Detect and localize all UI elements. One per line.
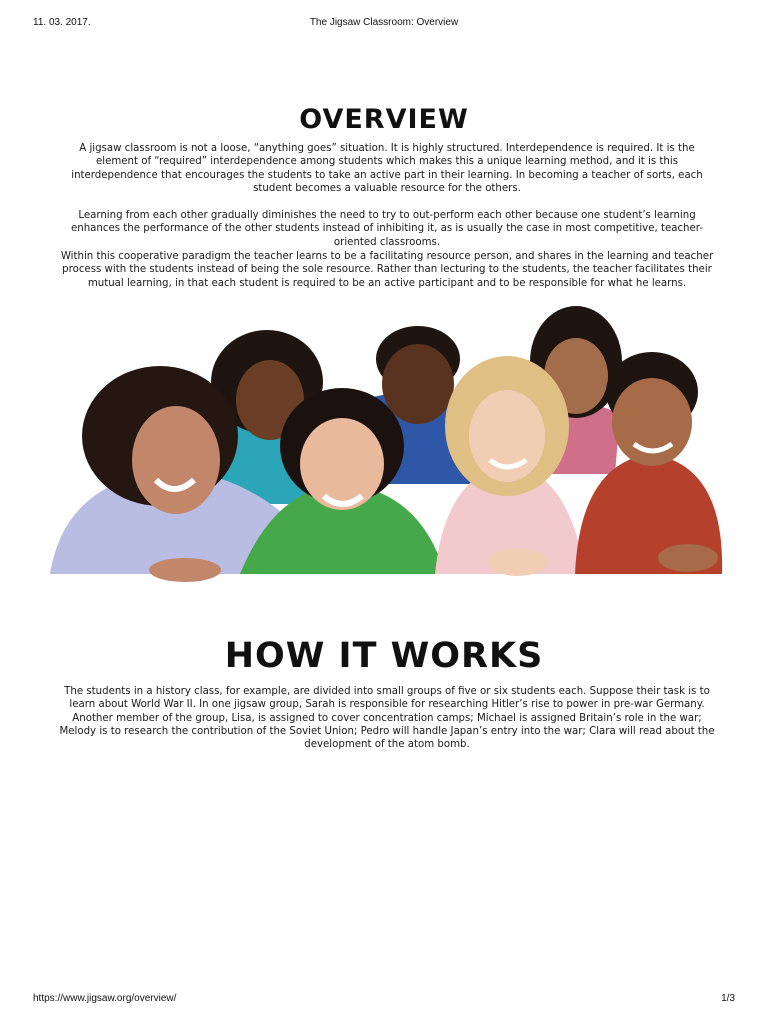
overview-heading: OVERVIEW xyxy=(299,104,469,135)
how-it-works-paragraph: The students in a history class, for example, are divided into small groups of five or six students each. Suppose their task is to learn about World War II. In one jigsaw group, Sarah is responsible for researching Hitler’s rise to power in pre-war Germany. Another member of the group, Lisa, is assigned to cover concentration camps; Michael is assigned Britain’s role in the war; Melody is to research the contribution of the Soviet Union; Pedro will handle Japan’s entry into the war; Clara will read about the development of the atom bomb. xyxy=(59,686,715,751)
page-url-link[interactable]: https://www.jigsaw.org/overview/ xyxy=(33,993,177,1004)
print-footer xyxy=(33,993,735,1007)
children-group-photo xyxy=(40,304,730,584)
overview-paragraph-2: Learning from each other gradually diminishes the need to try to out-perform each other because one student’s learning enhances the performance of the other students instead of inhibiting it, as is usually the case in most competitive, teacher-oriented classrooms. xyxy=(71,210,703,248)
overview-paragraph-3: Within this cooperative paradigm the teacher learns to be a facilitating resource person, and shares in the learning and teacher process with the students instead of being the sole resource. Rather than lecturing to the students, the teacher facilitates their mutual learning, in that each student is required to be an active participant and to be responsible for what he learns. xyxy=(60,251,714,289)
overview-paragraph-1: A jigsaw classroom is not a loose, “anything goes” situation. It is highly structured. Interdependence is required. It is the element of “required” interdependence among students which makes this a unique learning method, and it is this interdependence that encourages the students to take an active part in their learning. In becoming a teacher of sorts, each student becomes a valuable resource for the others. xyxy=(71,143,703,194)
how-it-works-heading: HOW IT WORKS xyxy=(224,636,544,676)
page-number: 1/3 xyxy=(721,993,735,1004)
print-header xyxy=(33,17,735,31)
print-page-title: The Jigsaw Classroom: Overview xyxy=(309,17,459,28)
print-date: 11. 03. 2017. xyxy=(33,17,91,28)
